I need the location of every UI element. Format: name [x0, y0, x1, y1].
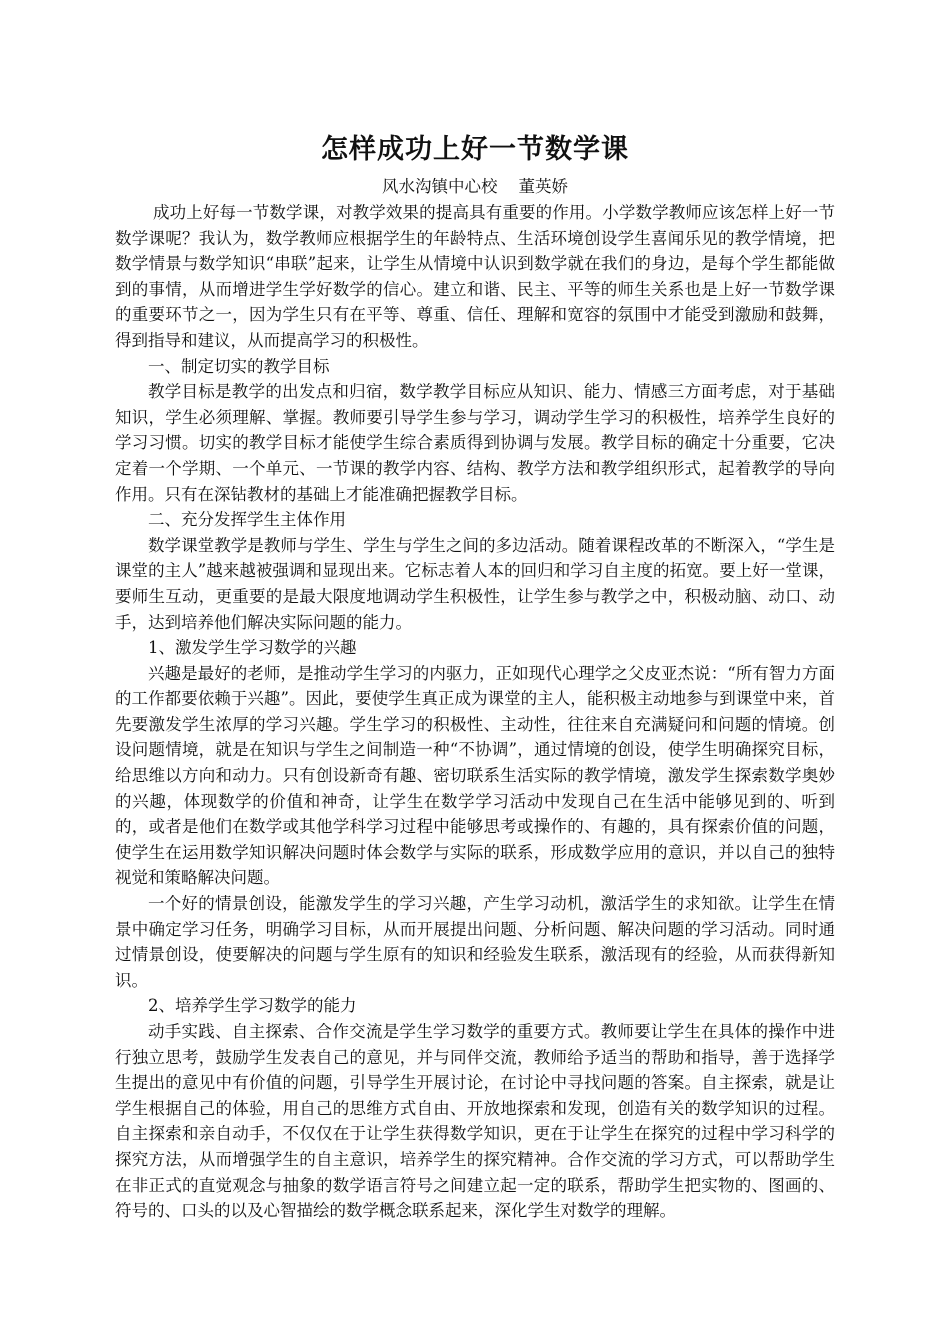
paragraph: 动手实践、自主探索、合作交流是学生学习数学的重要方式。教师要让学生在具体的操作中进行独立思考，鼓励学生发表自己的意见，并与同伴交流，教师给予适当的帮助和指导，善于选择学生提出的意见中有价值的问题，引导学生开展讨论，在讨论中寻找问题的答案。自主探索，就是让学生根据自己的体验，用自己的思维方式自由、开放地探索和发现，创造有关的数学知识的过程。自主探索和亲自动手，不仅仅在于让学生获得数学知识，更在于让学生在探究的过程中学习科学的探究方法，从而增强学生的自主意识，培养学生的探究精神。合作交流的学习方式，可以帮助学生在非正式的直觉观念与抽象的数学语言符号之间建立起一定的联系，帮助学生把实物的、图画的、符号的、口头的以及心智描绘的数学概念联系起来，深化学生对数学的理解。	[115, 1022, 835, 1221]
subsection-heading-1: 1、激发学生学习数学的兴趣	[148, 638, 357, 658]
section-heading-1: 一、制定切实的教学目标	[148, 356, 330, 376]
paragraph: 数学课堂教学是教师与学生、学生与学生之间的多边活动。随着课程改革的不断深入，“学生是课堂的主人”越来越被强调和显现出来。它标志着人本的回归和学习自主度的拓宽。要上好一堂课，要师生互动，更重要的是最大限度地调动学生积极性，让学生参与教学之中，积极动脑、动口、动手，达到培养他们解决实际问题的能力。	[115, 535, 835, 632]
section-heading-2: 二、充分发挥学生主体作用	[148, 510, 346, 530]
subsection-heading-2: 2、培养学生学习数学的能力	[148, 996, 357, 1016]
document-body	[115, 200, 835, 1224]
author-line: 风水沟镇中心校 董英娇	[382, 177, 568, 196]
paragraph: 一个好的情景创设，能激发学生的学习兴趣，产生学习动机，激活学生的求知欲。让学生在情景中确定学习任务，明确学习目标，从而开展提出问题、分析问题、解决问题的学习活动。同时通过情景创设，使要解决的问题与学生原有的知识和经验发生联系，激活现有的经验，从而获得新知识。	[115, 894, 835, 990]
paragraph: 兴趣是最好的老师，是推动学生学习的内驱力，正如现代心理学之父皮亚杰说：“所有智力方面的工作都要依赖于兴趣”。因此，要使学生真正成为课堂的主人，能积极主动地参与到课堂中来，首先要激发学生浓厚的学习兴趣。学生学习的积极性、主动性，往往来自充满疑问和问题的情境。创设问题情境，就是在知识与学生之间制造一种“不协调”，通过情境的创设，使学生明确探究目标，给思维以方向和动力。只有创设新奇有趣、密切联系生活实际的教学情境，激发学生探索数学奥妙的兴趣，体现数学的价值和神奇，让学生在数学学习活动中发现自己在生活中能够见到的、听到的，或者是他们在数学或其他学科学习过程中能够思考或操作的、有趣的，具有探索价值的问题，使学生在运用数学知识解决问题时体会数学与实际的联系，形成数学应用的意识，并以自己的独特视觉和策略解决问题。	[115, 663, 835, 888]
paragraph: 教学目标是教学的出发点和归宿，数学教学目标应从知识、能力、情感三方面考虑，对于基础知识，学生必须理解、掌握。教师要引导学生参与学习，调动学生学习的积极性，培养学生良好的学习习惯。切实的教学目标才能使学生综合素质得到协调与发展。教学目标的确定十分重要，它决定着一个学期、一个单元、一节课的教学内容、结构、教学方法和教学组织形式，起着教学的导向作用。只有在深钻教材的基础上才能准确把握教学目标。	[115, 382, 835, 504]
document-page	[115, 130, 835, 1224]
document-title: 怎样成功上好一节数学课	[321, 134, 629, 165]
paragraph-intro: 成功上好每一节数学课，对教学效果的提高具有重要的作用。小学数学教师应该怎样上好一节数学课呢？我认为，数学教师应根据学生的年龄特点、生活环境创设学生喜闻乐见的教学情境，把数学情景与数学知识“串联”起来，让学生从情境中认识到数学就在我们的身边，是每个学生都能做到的事情，从而增进学生学好数学的信心。建立和谐、民主、平等的师生关系也是上好一节数学课的重要环节之一，因为学生只有在平等、尊重、信任、理解和宽容的氛围中才能受到激励和鼓舞，得到指导和建议，从而提高学习的积极性。	[115, 203, 835, 350]
